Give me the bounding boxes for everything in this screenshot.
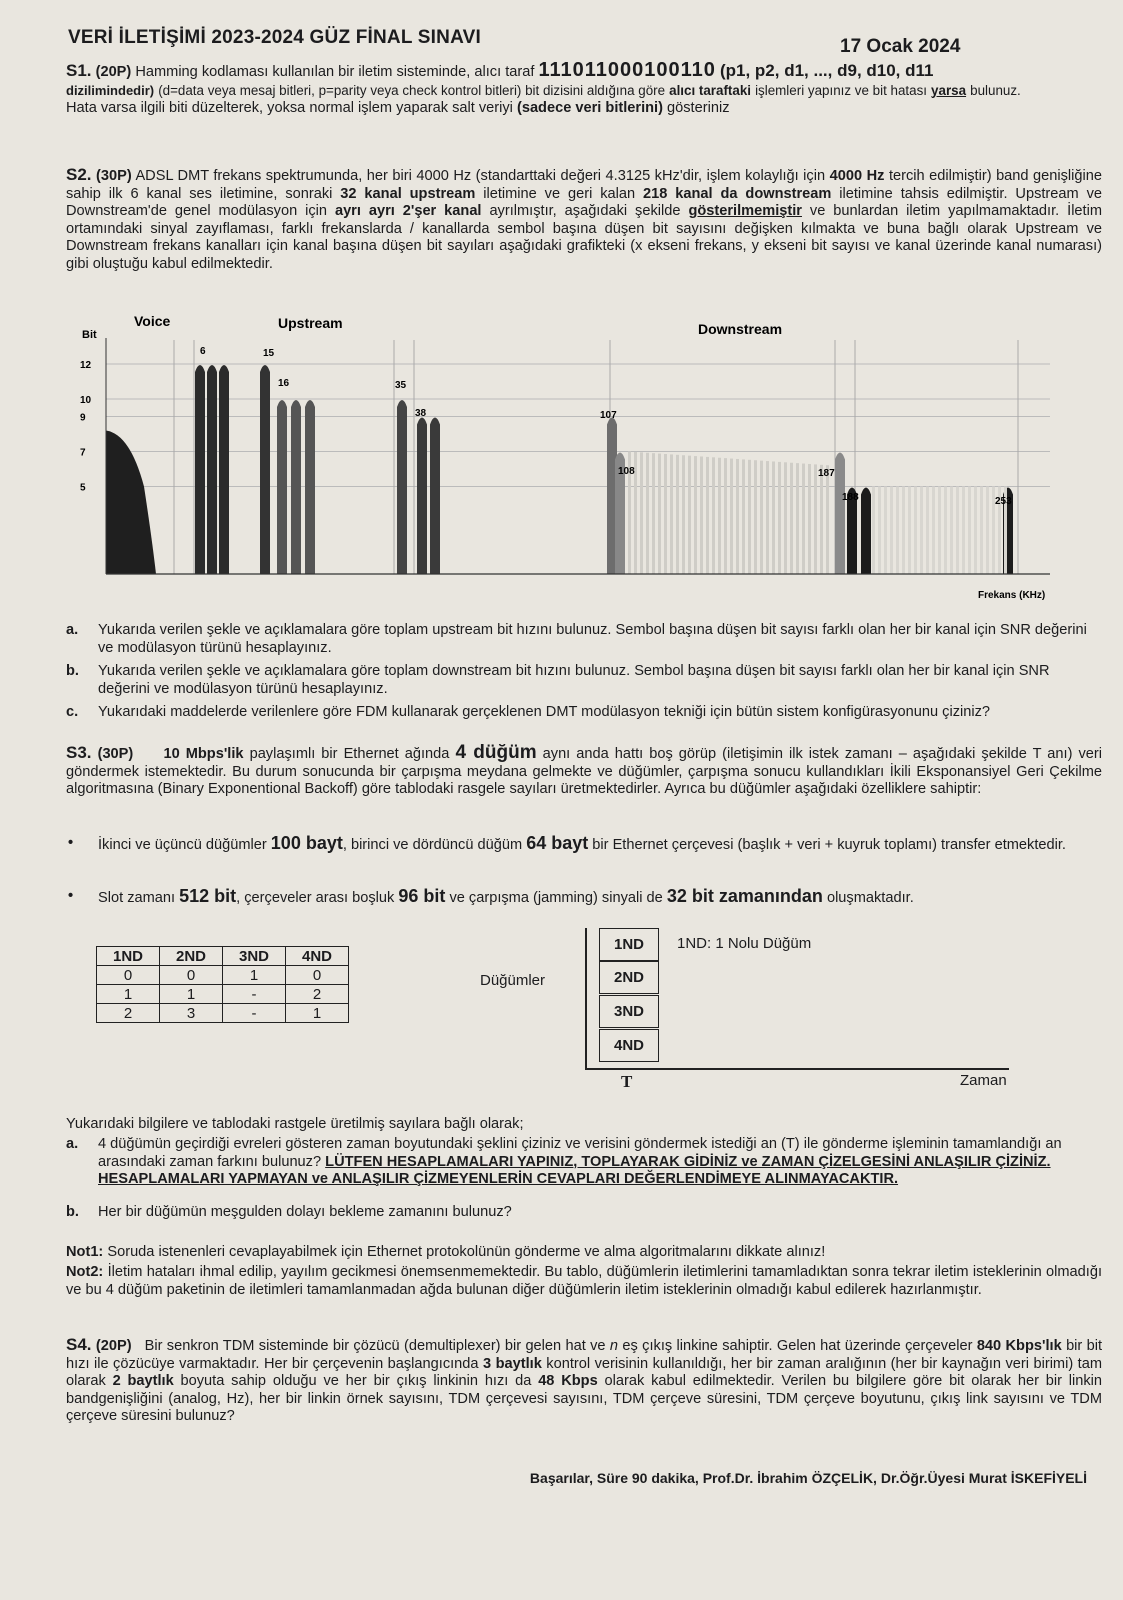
downstream-bar <box>962 487 965 575</box>
table-row <box>97 966 349 985</box>
voice-band <box>106 431 156 575</box>
q2-text-2: 4000 Hz <box>829 168 885 184</box>
downstream-bar <box>682 455 685 574</box>
q2-text-1: ADSL DMT frekans spektrumunda, her biri 4000 Hz (standarttaki değeri 4.3125 kHz'dir, işlem kolaylığı için <box>135 168 826 184</box>
channel-label: 6 <box>200 346 206 357</box>
downstream-bar <box>896 487 899 575</box>
channel-label: 35 <box>395 380 407 391</box>
spectrum-bar <box>195 365 205 574</box>
time-axis <box>585 1068 1009 1070</box>
q2-text-7: iletimine tahsis edilmiştir. Upstream ve Downstream'de genel modülasyon için <box>66 185 1102 219</box>
downstream-bar <box>766 461 769 574</box>
q1-text-b2: (d=data veya mesaj bitleri, p=parity veya check kontrol bitleri) bit dizisini aldığına göre <box>158 82 666 98</box>
q3-b2-e: ve çarpışma (jamming) sinyali de <box>449 890 663 906</box>
downstream-bar <box>920 487 923 575</box>
downstream-bar <box>926 487 929 575</box>
spectrum-bar <box>835 453 845 575</box>
q3-text-2: paylaşımlı bir Ethernet ağında <box>249 746 450 762</box>
q4-text-6: 2 baytlık <box>112 1373 174 1389</box>
channel-label: 187 <box>818 468 835 479</box>
downstream-bar <box>706 457 709 574</box>
channel-label: 253 <box>995 496 1012 507</box>
table-row <box>97 1004 349 1023</box>
q2-points: (30P) <box>96 168 132 184</box>
downstream-bar <box>902 487 905 575</box>
q4-text-5: kontrol verisinin kullanıldığı, her bir zaman aralığının (her bir kaynağın veri birimi) tam olarak <box>66 1355 1102 1389</box>
downstream-bar <box>878 487 881 575</box>
downstream-bar <box>814 464 817 574</box>
y-tick-label: 7 <box>80 447 86 459</box>
q1-text-c1: Hata varsa ilgili biti düzelterek, yoksa normal işlem yaparak salt veriyi <box>66 100 513 116</box>
q1-text-b6: bulunuz. <box>970 82 1021 98</box>
table-header: 4ND <box>286 947 349 966</box>
q3-text-1: 10 Mbps'lik <box>163 746 244 762</box>
q3-item-a <box>66 1136 1106 1189</box>
downstream-bar <box>676 455 679 574</box>
table-cell: 2 <box>286 985 349 1004</box>
table-cell: 1 <box>160 985 223 1004</box>
q4-text-9: olarak kabul edilmektedir. Verilen bu bilgilere göre bit olarak her bir linkin bandgenişliğini (analog, Hz), her bir linkin örnek sayısını, TDM çerçevesi sayısını, TDM çerçeve süresini, TDM çerçeve boyutunu, çıkış link sayısını ve TDM çerçeve süresini bulunuz? <box>66 1373 1103 1424</box>
diagram-left-line <box>585 928 587 1070</box>
chart-y-label: Bit <box>82 329 97 341</box>
downstream-bar <box>712 457 715 574</box>
q2-item-b <box>66 663 1106 698</box>
table-cell: - <box>223 985 286 1004</box>
node-box-3: 3ND <box>599 995 659 1028</box>
note-1 <box>66 1244 1102 1262</box>
downstream-bar <box>790 463 793 574</box>
chart-x-label: Frekans (KHz) <box>978 590 1046 601</box>
channel-label: 16 <box>278 378 290 389</box>
downstream-bar <box>718 458 721 574</box>
q4-number: S4. <box>66 1335 92 1354</box>
q1-bitstring: 111011000100110 <box>538 59 716 81</box>
table-header: 2ND <box>160 947 223 966</box>
node-box-4: 4ND <box>599 1029 659 1062</box>
table-cell: 1 <box>286 1004 349 1023</box>
spectrum-bar <box>861 488 871 575</box>
spectrum-bar <box>430 418 440 575</box>
downstream-bar <box>968 487 971 575</box>
q3-b1-c: , birinci ve dördüncü düğüm <box>342 837 523 853</box>
table-cell: 2 <box>97 1004 160 1023</box>
channel-label: 108 <box>618 466 635 477</box>
q3-b1-e: bir Ethernet çerçevesi (başlık + veri + kuyruk toplamı) transfer etmektedir. <box>592 837 1066 853</box>
y-tick-label: 5 <box>80 482 86 494</box>
exam-title: VERİ İLETİŞİMİ 2023-2024 GÜZ FİNAL SINAVI <box>68 27 481 48</box>
node-box-1: 1ND <box>599 928 659 961</box>
q2-item-b-text: Yukarıda verilen şekle ve açıklamalara göre toplam downstream bit hızını bulunuz. Sembol başına düşen bit sayısı farklı olan her bir kanal için SNR değerini ve modülasyon türünü hesaplayınız. <box>98 663 1050 697</box>
q1-text-b5: yarsa <box>931 82 967 98</box>
q4-text-4: 3 baytlık <box>483 1355 542 1372</box>
spectrum-bar <box>417 418 427 575</box>
channel-label: 15 <box>263 348 275 359</box>
q3-item-a-label: a. <box>66 1136 79 1152</box>
downstream-bar <box>688 456 691 574</box>
channel-label: 188 <box>842 492 859 503</box>
downstream-bar <box>956 487 959 575</box>
downstream-bar <box>646 453 649 574</box>
downstream-bar <box>944 487 947 575</box>
q3-item-b-label: b. <box>66 1204 79 1220</box>
note-2 <box>66 1264 1102 1299</box>
q4-text-1: Bir senkron TDM sisteminde bir çözücü (demultiplexer) bir gelen hat ve <box>144 1338 606 1354</box>
downstream-bar <box>938 487 941 575</box>
question-2 <box>66 166 1102 273</box>
table-cell: - <box>223 1004 286 1023</box>
q4-text-2: 840 Kbps'lık <box>976 1338 1062 1354</box>
table-row <box>97 985 349 1004</box>
node-box-2: 2ND <box>599 961 659 994</box>
downstream-bar <box>694 456 697 574</box>
q2-item-a-label: a. <box>66 622 79 638</box>
backoff-table <box>96 946 349 1023</box>
q2-text-9: ayrılmıştır, aşağıdaki şekilde <box>489 203 681 219</box>
table-cell: 0 <box>160 966 223 985</box>
q4-points: (20P) <box>95 1338 132 1354</box>
downstream-bar <box>820 465 823 574</box>
downstream-bar <box>742 459 745 574</box>
spectrum-bar <box>260 365 270 574</box>
table-header-row <box>97 947 349 966</box>
time-axis-label: Zaman <box>960 1072 1007 1089</box>
q3-item-a-text: 4 düğümün geçirdiği evreleri gösteren zaman boyutundaki şeklini çiziniz ve verisini göndermek istediği an (T) ile gönderme işleminin tamamlandığı an arasındaki zaman farkını bulunuz? <box>98 1136 1062 1170</box>
downstream-bar <box>778 462 781 574</box>
q3-text-4: aynı anda hattı boş görüp (iletişimin ilk istek zamanı – aşağıdaki şekilde T anı) veri göndermek istemektedir. Bu durum sonucunda bir çarpışma meydana gelmekte ve düğümler, çarpışma sonucu kullandıkları İkili Eksponansiyel Geri Çekilme algoritmasına (Binary Exponentional Backoff) göre tablodaki rasgele sayıları üretmektedirler. Ayrıca bu düğümler aşağıdaki özelliklere sahiptir: <box>66 746 1102 797</box>
q3-bullet-1: • İkinci ve üçüncü düğümler 100 bayt, birinci ve dördüncü düğüm 64 bayt bir Ethernet çerçevesi (başlık + veri + kuyruk toplamı) transfer etmektedir. <box>68 833 1066 853</box>
downstream-bar <box>908 487 911 575</box>
downstream-bar <box>700 456 703 574</box>
downstream-bar <box>808 464 811 574</box>
downstream-bar <box>670 454 673 574</box>
q3-b2-a: Slot zamanı <box>98 890 176 906</box>
downstream-bar <box>652 453 655 574</box>
downstream-bar <box>890 487 893 575</box>
spectrum-bar <box>277 400 287 574</box>
downstream-bar <box>664 454 667 574</box>
region-label-upstream: Upstream <box>278 315 343 331</box>
q3-item-b-text: Her bir düğümün meşgulden dolayı bekleme zamanını bulunuz? <box>98 1204 512 1220</box>
downstream-bar <box>932 487 935 575</box>
q3-b2-d: 96 bit <box>398 886 446 906</box>
q2-number: S2. <box>66 165 92 184</box>
downstream-bar <box>796 463 799 574</box>
table-cell: 1 <box>97 985 160 1004</box>
q2-text-11: ve bunlardan iletim yapılmamaktadır. İletim ortamındaki sinyal zayıflaması, farklı frekanslarda / kanallarda sembol başına düşen bit sayısını değişken kılmakta ve buna bağlı olarak Upstream ve Downstream frekans kanalları için kanal başına düşen bit sayıları aşağıdaki grafikteki (x ekseni frekans, y ekseni bit sayısı ve kanal üzerinde kanal numarası) gibi oluştuğu kabul edilmektedir. <box>66 203 1103 272</box>
q2-text-5: iletimine ve geri kalan <box>483 185 636 202</box>
region-label-voice: Voice <box>134 313 171 329</box>
q1-number: S1. <box>66 61 92 80</box>
table-cell: 0 <box>97 966 160 985</box>
q2-item-a <box>66 622 1106 657</box>
nodes-label: Düğümler <box>480 972 546 989</box>
q4-text-7: boyuta sahip olduğu ve her bir çıkış linkinin hızı da <box>180 1373 532 1389</box>
q1-text-c2: (sadece veri bitlerini) <box>516 100 663 116</box>
q3-intro: Yukarıdaki bilgilere ve tablodaki rastgele üretilmiş sayılara bağlı olarak; <box>66 1116 524 1132</box>
note-1-label: Not1: <box>66 1244 104 1260</box>
question-3 <box>66 744 1102 799</box>
q3-text-3: 4 düğüm <box>455 742 537 763</box>
y-tick-label: 9 <box>80 412 86 424</box>
q3-b2-g: oluşmaktadır. <box>826 890 914 906</box>
channel-label: 107 <box>600 410 617 421</box>
q3-points: (30P) <box>97 746 134 762</box>
note-2-text: İletim hataları ihmal edilip, yayılım gecikmesi önemsenmemektedir. Bu tablo, düğümlerin iletimlerini tamamladıktan sonra tekrar iletim isteklerinin olmadığı ve bu 4 düğüm paketinin de iletimleri tamamlanmadan ağda bulunan diğer düğümlerin iletim isteklerinin olmadığı kabul edilerek hazırlanmıştır. <box>66 1264 1102 1298</box>
q3-b1-b: 100 bayt <box>270 833 343 853</box>
q2-item-c <box>66 704 1106 722</box>
q1-text-a: Hamming kodlaması kullanılan bir iletim sisteminde, alıcı taraf <box>135 64 535 80</box>
question-4 <box>66 1336 1102 1426</box>
spectrum-bar <box>397 400 407 574</box>
downstream-bar <box>724 458 727 574</box>
q1-text-c3: gösteriniz <box>667 100 730 116</box>
table-header: 3ND <box>223 947 286 966</box>
q3-number: S3. <box>66 743 92 762</box>
downstream-bar <box>980 487 983 575</box>
table-cell: 0 <box>286 966 349 985</box>
q1-text-b1: dizilimindedir) <box>66 82 155 98</box>
q1-points: (20P) <box>95 64 132 80</box>
downstream-bar <box>772 461 775 574</box>
adsl-spectrum-chart <box>60 308 1080 608</box>
q2-item-a-text: Yukarıda verilen şekle ve açıklamalara göre toplam upstream bit hızını bulunuz. Sembol başına düşen bit sayısı farklı olan her bir kanal için SNR değerini ve modülasyon türünü hesaplayınız. <box>98 622 1087 656</box>
question-1 <box>66 59 1102 118</box>
node-legend: 1ND: 1 Nolu Düğüm <box>677 935 812 952</box>
q3-b2-f: 32 bit zamanından <box>666 886 823 906</box>
q4-text-n: n <box>609 1338 619 1354</box>
q3-item-a-emphasis: LÜTFEN HESAPLAMALARI YAPINIZ, TOPLAYARAK GİDİNİZ ve ZAMAN ÇİZELGESİNİ ANLAŞILIR ÇİZİNİZ. HESAPLAMALARI YAPMAYAN ve ANLAŞILIR ÇİZMEYENLERİN CEVAPLARI DEĞERLENDİMEYE ALINMAYACAKTIR. <box>98 1153 1051 1187</box>
downstream-bar <box>974 487 977 575</box>
footer-signature: Başarılar, Süre 90 dakika, Prof.Dr. İbrahim ÖZÇELİK, Dr.Öğr.Üyesi Murat İSKEFİYELİ <box>529 1470 1087 1486</box>
q3-item-b <box>66 1204 1106 1222</box>
q1-order: (p1, p2, d1, ..., d9, d10, d11 <box>719 61 934 80</box>
y-tick-label: 12 <box>80 360 92 371</box>
t-label: T <box>621 1072 633 1091</box>
q3-b2-c: , çerçeveler arası boşluk <box>236 890 395 906</box>
q2-text-10: gösterilmemiştir <box>688 203 802 219</box>
spectrum-bar <box>219 365 229 574</box>
downstream-bar <box>748 460 751 574</box>
table-cell: 3 <box>160 1004 223 1023</box>
q2-text-8: ayrı ayrı 2'şer kanal <box>334 203 482 219</box>
downstream-bar <box>884 487 887 575</box>
q2-text-4: 32 kanal upstream <box>340 185 476 202</box>
note-1-text: Soruda istenenleri cevaplayabilmek için Ethernet protokolünün gönderme ve alma algoritmalarını dikkate alınız! <box>107 1244 826 1260</box>
downstream-bar <box>736 459 739 574</box>
spectrum-bar <box>305 400 315 574</box>
downstream-bar <box>754 460 757 574</box>
q2-item-c-label: c. <box>66 704 79 720</box>
spectrum-bar <box>207 365 217 574</box>
downstream-bar <box>986 487 989 575</box>
q1-text-b4: işlemleri yapınız ve bit hatası <box>755 82 927 98</box>
q2-item-b-label: b. <box>66 663 79 679</box>
q2-text-6: 218 kanal da downstream <box>643 185 832 202</box>
table-cell: 1 <box>223 966 286 985</box>
downstream-bar <box>730 459 733 574</box>
region-label-downstream: Downstream <box>698 321 783 337</box>
q2-text-3: tercih edilmiştir) band genişliğine sahip ilk 6 kanal ses iletimine, sonraki <box>66 168 1103 202</box>
exam-date: 17 Ocak 2024 <box>840 36 961 57</box>
downstream-bar <box>872 487 875 575</box>
q4-text-3: bir bit hızı ile çözücüye varmaktadır. Her bir çerçevenin başlangıcında <box>66 1338 1103 1372</box>
channel-label: 38 <box>415 408 427 419</box>
downstream-bar <box>760 461 763 574</box>
downstream-bar <box>950 487 953 575</box>
downstream-bar <box>784 462 787 574</box>
q3-bullet-2: • Slot zamanı 512 bit, çerçeveler arası boşluk 96 bit ve çarpışma (jamming) sinyali de 32 bit zamanından oluşmaktadır. <box>68 886 914 906</box>
q4-text-8: 48 Kbps <box>538 1373 598 1389</box>
downstream-bar <box>658 454 661 574</box>
downstream-bar <box>802 464 805 574</box>
q3-b2-b: 512 bit <box>179 886 237 906</box>
downstream-bar <box>914 487 917 575</box>
q2-item-c-text: Yukarıdaki maddelerde verilenlere göre FDM kullanarak gerçeklenen DMT modülasyon tekniği için bütün sistem konfigürasyonunu çiziniz? <box>98 704 991 720</box>
downstream-bar <box>826 465 829 574</box>
q1-text-b3: alıcı taraftaki <box>669 82 751 98</box>
note-2-label: Not2: <box>66 1264 104 1280</box>
q4-text-1b: eş çıkış linkine sahiptir. Gelen hat üzerinde çerçeveler <box>622 1338 973 1354</box>
downstream-bar <box>640 452 643 574</box>
q3-b1-a: İkinci ve üçüncü düğümler <box>98 837 267 853</box>
y-tick-label: 10 <box>80 395 92 406</box>
table-header: 1ND <box>97 947 160 966</box>
spectrum-bar <box>291 400 301 574</box>
q3-b1-d: 64 bayt <box>526 833 589 853</box>
